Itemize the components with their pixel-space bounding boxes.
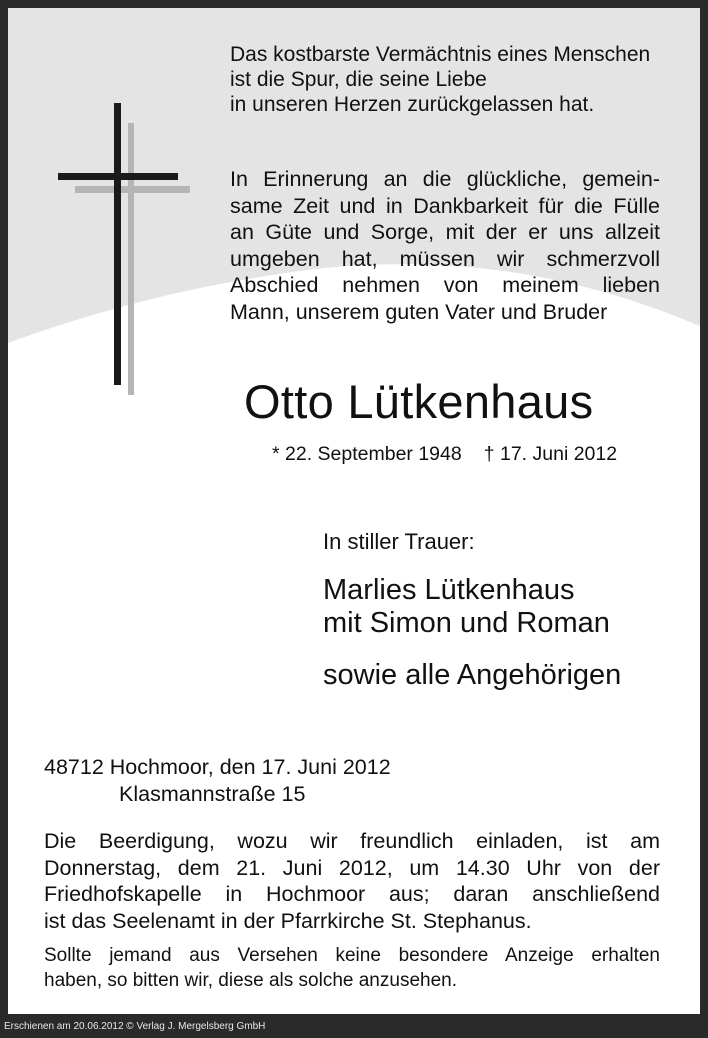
intro-line: Mann, unserem guten Vater und Bruder xyxy=(230,299,608,324)
intro-line: In Erinnerung an die glückliche, gemein- xyxy=(230,167,660,191)
family-names xyxy=(323,574,610,640)
publication-footer: Erschienen am 20.06.2012 © Verlag J. Mergelsberg GmbH xyxy=(4,1021,266,1032)
obituary-card xyxy=(8,8,700,1014)
death-date: † 17. Juni 2012 xyxy=(483,443,618,465)
memorial-quote xyxy=(230,42,650,117)
cross-horizontal-bar xyxy=(58,173,178,180)
funeral-line: Friedhofskapelle in Hochmoor aus; daran anschließend xyxy=(44,882,660,906)
quote-line: Das kostbarste Vermächtnis eines Menschen xyxy=(230,43,651,66)
notice-paragraph xyxy=(44,943,660,993)
intro-line: umgeben hat, müssen wir schmerzvoll xyxy=(230,246,660,271)
cross-icon xyxy=(58,103,198,398)
funeral-line: Die Beerdigung, wozu wir freundlich einladen, ist am xyxy=(44,829,660,853)
quote-line: ist die Spur, die seine Liebe xyxy=(230,68,487,91)
funeral-paragraph xyxy=(44,828,660,934)
intro-line: Abschied nehmen von meinem lieben xyxy=(230,273,660,297)
mourning-heading: In stiller Trauer: xyxy=(323,529,475,554)
notice-line: Sollte jemand aus Versehen keine besondere Anzeige erhalten xyxy=(44,945,660,966)
quote-line: in unseren Herzen zurückgelassen hat. xyxy=(230,93,595,116)
life-dates xyxy=(272,442,617,466)
birth-date: * 22. September 1948 xyxy=(272,443,462,465)
notice-line: haben, so bitten wir, diese als solche anzusehen. xyxy=(44,970,457,991)
funeral-line: ist das Seelenamt in der Pfarrkirche St. Stephanus. xyxy=(44,908,532,933)
street-address: Klasmannstraße 15 xyxy=(119,782,306,806)
cross-shadow-horizontal xyxy=(75,186,190,193)
place-and-date: 48712 Hochmoor, den 17. Juni 2012 xyxy=(44,755,391,779)
intro-paragraph xyxy=(230,166,660,325)
family-line: Marlies Lütkenhaus xyxy=(323,574,575,606)
cross-vertical-bar xyxy=(114,103,121,385)
cross-shadow-vertical xyxy=(128,123,134,395)
deceased-name: Otto Lütkenhaus xyxy=(244,375,594,428)
intro-line: same Zeit und in Dankbarkeit für die Fülle xyxy=(230,193,660,218)
intro-line: an Güte und Sorge, mit der er uns allzeit xyxy=(230,220,660,244)
relatives-line: sowie alle Angehörigen xyxy=(323,659,622,691)
funeral-line: Donnerstag, dem 21. Juni 2012, um 14.30 Uhr von der xyxy=(44,855,660,880)
family-line: mit Simon und Roman xyxy=(323,607,610,639)
